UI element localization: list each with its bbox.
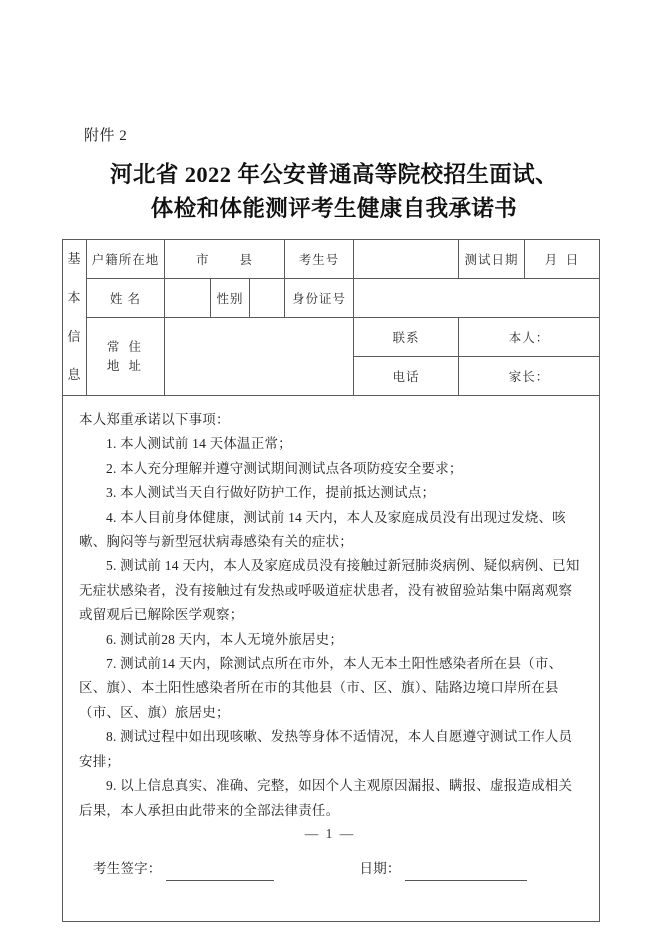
- declaration-item: 5. 测试前 14 天内，本人及家庭成员没有接触过新冠肺炎病例、疑似病例、已知无症状感染者，没有接触过有发热或呼吸道症状患者，没有被留验站集中隔离观察或留观后已解除医学观察；: [79, 558, 580, 623]
- day-label: 日: [565, 253, 580, 267]
- household-location-label: 户籍所在地: [87, 240, 165, 279]
- test-date-cell[interactable]: [525, 240, 600, 279]
- self-phone-cell[interactable]: [459, 318, 600, 357]
- signature-date-field[interactable]: [360, 857, 527, 881]
- attachment-label: 附件 2: [84, 128, 128, 144]
- basic-info-table: [62, 239, 600, 922]
- exam-number-value[interactable]: [354, 240, 459, 279]
- contact-label-line-1: 联系: [354, 318, 459, 357]
- signature-row: [79, 857, 583, 881]
- city-county-cell: [165, 240, 285, 279]
- page-number-footer: — 1 —: [304, 826, 356, 841]
- title-line-2: 体检和体能测评考生健康自我承诺书: [150, 196, 518, 221]
- address-value[interactable]: [165, 318, 354, 396]
- contact-label-line-2: 电话: [354, 357, 459, 396]
- declaration-item: 8. 测试过程中如出现咳嗽、发热等身体不适情况，本人自愿遵守测试工作人员安排；: [79, 729, 573, 769]
- declaration-item: 2. 本人充分理解并遵守测试期间测试点各项防疫安全要求；: [106, 460, 463, 476]
- declaration-item: 1. 本人测试前 14 天体温正常；: [106, 436, 292, 452]
- signature-date-line[interactable]: [405, 867, 527, 881]
- exam-number-label: 考生号: [285, 240, 354, 279]
- section-label-char-3-4: 信 息: [63, 318, 87, 396]
- section-label-char-2: 本: [63, 279, 87, 318]
- table-row: [63, 279, 600, 318]
- id-number-label: 身份证号: [285, 279, 354, 318]
- name-label: 姓 名: [87, 279, 165, 318]
- gender-label: 性别: [211, 279, 250, 318]
- title-line-1: 河北省 2022 年公安普通高等院校招生面试、: [110, 162, 558, 187]
- candidate-signature-label: 考生签字：: [93, 860, 162, 876]
- signature-date-label: 日期：: [359, 860, 401, 876]
- address-label-line-1: 常 住: [106, 339, 145, 354]
- gender-value[interactable]: [250, 279, 285, 318]
- declaration-item: 3. 本人测试当天自行做好防护工作，提前抵达测试点；: [106, 485, 436, 501]
- declaration-item: 6. 测试前28 天内，本人无境外旅居史；: [106, 631, 344, 647]
- declaration-item: 4. 本人目前身体健康，测试前 14 天内，本人及家庭成员没有出现过发烧、咳嗽、胸闷等与新型冠状病毒感染有关的症状；: [79, 509, 566, 550]
- parent-phone-label: 家长：: [508, 370, 550, 384]
- self-phone-label: 本人：: [508, 331, 550, 345]
- table-row: [63, 240, 600, 279]
- candidate-signature-field[interactable]: [93, 857, 274, 881]
- declaration-cell: [63, 396, 600, 922]
- table-row: [63, 396, 600, 922]
- city-label: 市: [196, 253, 210, 267]
- parent-phone-cell[interactable]: [459, 357, 600, 396]
- name-value[interactable]: [165, 279, 211, 318]
- address-label: [87, 318, 165, 396]
- table-row: [63, 318, 600, 357]
- id-number-value[interactable]: [354, 279, 600, 318]
- county-label: 县: [239, 253, 254, 267]
- page-title: [84, 158, 584, 226]
- declaration-item: 9. 以上信息真实、准确、完整，如因个人主观原因漏报、瞒报、虚报造成相关后果，本人承担由此带来的全部法律责任。: [79, 778, 573, 818]
- section-label-char-1: 基: [63, 240, 87, 279]
- address-label-line-2: 地 址: [106, 358, 145, 373]
- test-date-label: 测试日期: [459, 240, 525, 279]
- month-label: 月: [544, 253, 559, 267]
- declaration-lead: 本人郑重承诺以下事项：: [79, 412, 230, 427]
- signature-bottom-space: [79, 881, 583, 911]
- declaration-item: 7. 测试前14 天内，除测试点所在市外，本人无本土阳性感染者所在县（市、区、旗）、本土阳性感染者所在市的其他县（市、区、旗）、陆路边境口岸所在县（市、区、旗）旅居史；: [79, 656, 563, 720]
- candidate-signature-line[interactable]: [166, 867, 274, 881]
- signature-spacer: [274, 857, 360, 881]
